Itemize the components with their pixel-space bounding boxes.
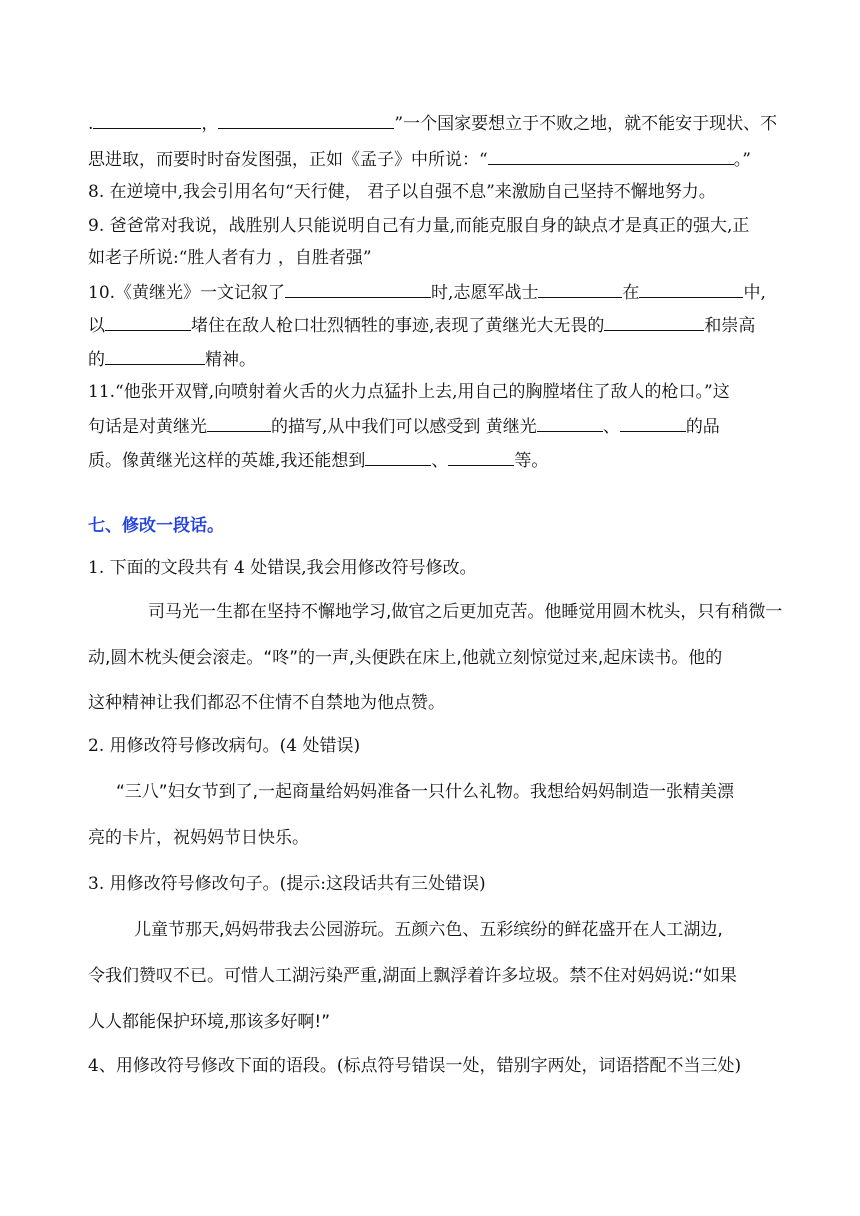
q10-text: 时,志愿军战士 (431, 283, 539, 303)
q11-text: 、 (431, 451, 449, 471)
answer-blank[interactable] (207, 413, 271, 432)
item-2-para-line: 亮的卡片，祝妈妈节日快乐。 (88, 828, 309, 848)
question-11-line1: 11.“他张开双臂,向喷射着火舌的火力点猛扑上去,用自己的胸膛堵住了敌人的枪口。”这 (88, 382, 730, 402)
answer-blank[interactable] (218, 110, 394, 129)
answer-blank[interactable] (537, 413, 603, 432)
answer-blank[interactable] (620, 413, 686, 432)
q11-text: 的描写,从中我们可以感受到 黄继光 (271, 417, 537, 437)
item-1-para-line: 司马光一生都在坚持不懈地学习,做官之后更加克苦。他睡觉用圆木枕头，只有稍微一 (148, 602, 783, 622)
question-11-line3 (88, 447, 774, 473)
item-3-para-line: 令我们赞叹不已。可惜人工湖污染严重,湖面上飘浮着许多垃圾。禁不住对妈妈说:“如果 (88, 966, 737, 986)
answer-blank[interactable] (285, 279, 431, 298)
item-1-para-line: 这种精神让我们都忍不住情不自禁地为他点赞。 (88, 693, 445, 713)
q7-line2-end: 。” (733, 150, 751, 170)
q11-text: 等。 (514, 451, 549, 471)
q7-tail-line2 (88, 146, 774, 172)
q11-text: 的品 (685, 417, 720, 437)
q10-text: 在 (622, 283, 640, 303)
section-heading: 七、修改一段话。 (88, 516, 224, 536)
item-2-title: 2. 用修改符号修改病句。(4 处错误) (88, 736, 361, 756)
question-10-line1 (88, 279, 774, 305)
question-8: 8. 在逆境中,我会引用名句“天行健， 君子以自强不息”来激励自己坚持不懈地努力。 (88, 182, 716, 202)
question-10-line3 (88, 346, 774, 372)
q10-text: 以 (88, 316, 105, 336)
q7-comma: ， (201, 114, 219, 134)
answer-blank[interactable] (639, 279, 743, 298)
answer-blank[interactable] (488, 146, 734, 165)
item-3-para-line: 儿童节那天,妈妈带我去公园游玩。五颜六色、五彩缤纷的鲜花盛开在人工湖边, (134, 920, 723, 940)
answer-blank[interactable] (93, 110, 201, 129)
answer-blank[interactable] (448, 447, 514, 466)
q7-lead-dot: . (88, 114, 94, 134)
q10-text: 中, (743, 283, 766, 303)
q11-text: 质。像黄继光这样的英雄,我还能想到 (88, 451, 366, 471)
item-3-title: 3. 用修改符号修改句子。(提示:这段话共有三处错误) (88, 874, 486, 894)
q10-text: 和崇高 (704, 316, 756, 336)
answer-blank[interactable] (365, 447, 431, 466)
question-10-line2 (88, 312, 774, 338)
answer-blank[interactable] (538, 279, 622, 298)
q10-text: 堵住在敌人枪口壮烈牺牲的事迹,表现了黄继光大无畏的 (191, 316, 605, 336)
q10-text: 精神。 (205, 350, 256, 370)
item-4-title: 4、用修改符号修改下面的语段。(标点符号错误一处，错别字两处，词语搭配不当三处) (88, 1056, 742, 1076)
question-11-line2 (88, 413, 774, 439)
q11-text: 、 (602, 417, 620, 437)
q10-text: 的 (88, 350, 105, 370)
q7-line2-text: 思进取，而要时时奋发图强，正如《孟子》中所说：“ (88, 150, 488, 170)
answer-blank[interactable] (105, 346, 205, 365)
item-3-para-line: 人人都能保护环境,那该多好啊!” (88, 1012, 331, 1032)
q7-line1-text: ”一个国家要想立于不败之地，就不能安于现状、不 (394, 114, 778, 134)
answer-blank[interactable] (105, 312, 191, 331)
question-9-line1: 9. 爸爸常对我说，战胜别人只能说明自己有力量,而能克服自身的缺点才是真正的强大,正 (88, 216, 750, 236)
answer-blank[interactable] (604, 312, 704, 331)
q10-text: 10.《黄继光》一文记叙了 (88, 283, 286, 303)
q7-tail-line1 (88, 110, 778, 136)
item-2-para-line: “三八”妇女节到了,一起商量给妈妈准备一只什么礼物。我想给妈妈制造一张精美漂 (116, 782, 735, 802)
question-9-line2: 如老子所说:“胜人者有力 ，自胜者强” (88, 248, 372, 268)
q11-text: 句话是对黄继光 (88, 417, 207, 437)
item-1-title: 1. 下面的文段共有 4 处错误,我会用修改符号修改。 (88, 558, 477, 578)
item-1-para-line: 动,圆木枕头便会滚走。“咚”的一声,头便跌在床上,他就立刻惊觉过来,起床读书。他的 (88, 648, 723, 668)
